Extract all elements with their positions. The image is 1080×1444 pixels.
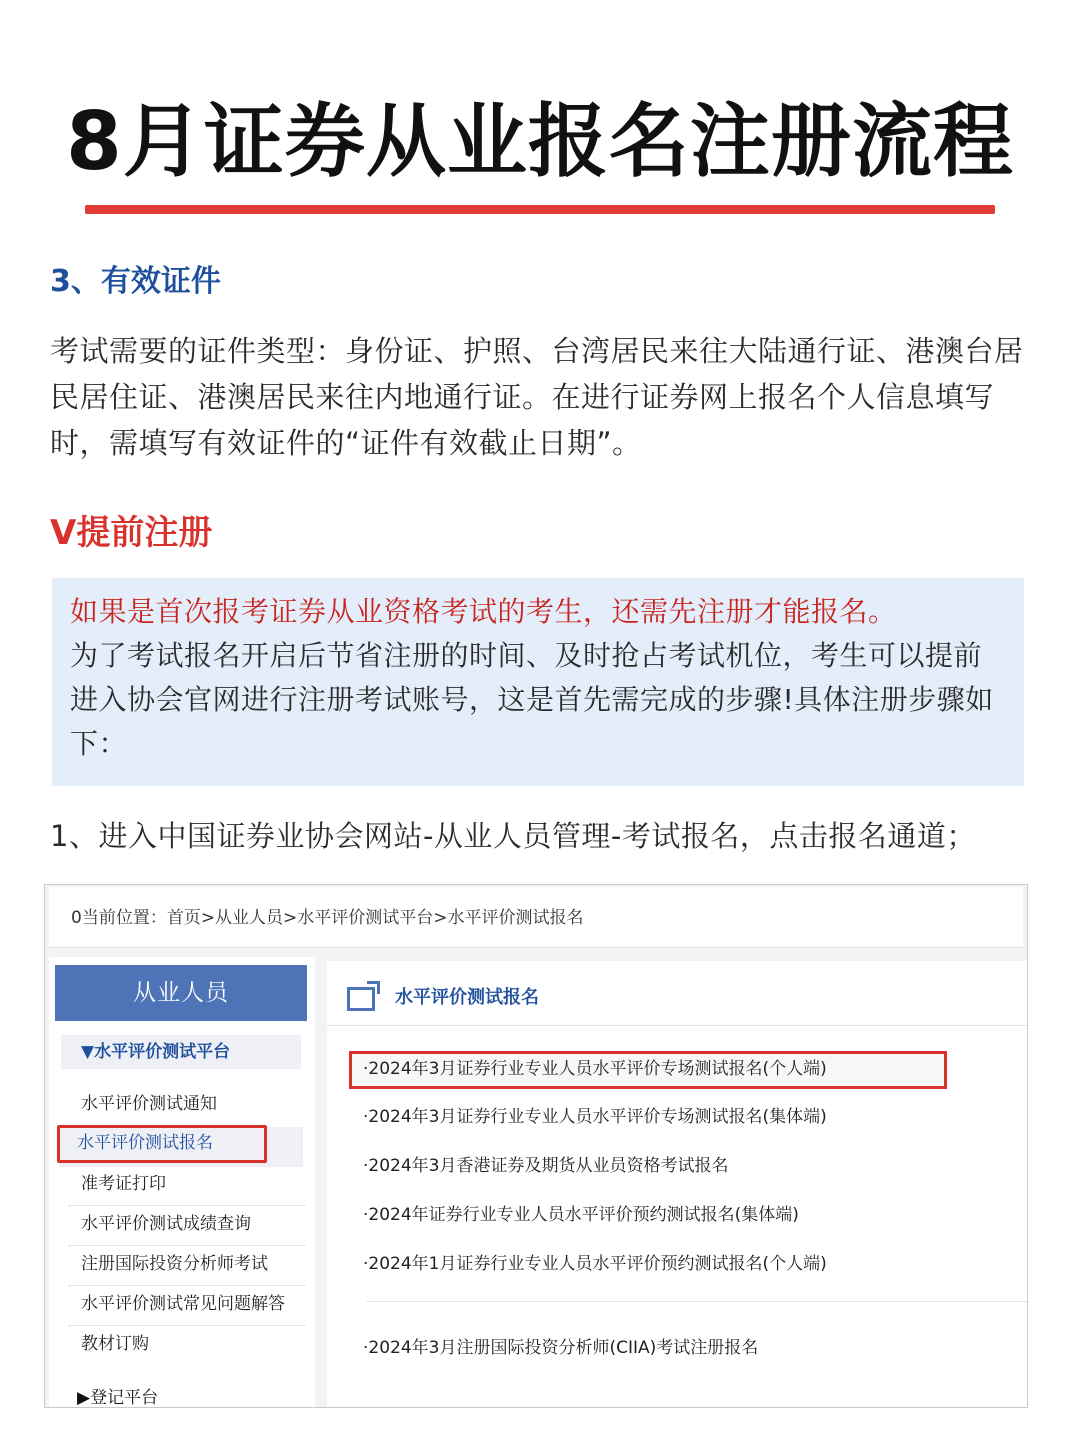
website-screenshot [44,884,1028,1408]
page-title: 8月证券从业报名注册流程 [66,95,1014,188]
sidebar-item-textbook[interactable]: 教材订购 [81,1334,149,1354]
title-underline [85,205,995,214]
box-icon [347,987,375,1011]
info-highlight: 如果是首次报考证券从业资格考试的考生，还需先注册才能报名。 [70,595,897,628]
sidebar-divider [69,1245,305,1246]
sidebar-item-registration[interactable]: 水平评价测试报名 [77,1133,213,1153]
content-divider [367,1301,1027,1302]
exam-link-ciia[interactable]: ·2024年3月注册国际投资分析师(CIIA)考试注册报名 [363,1338,759,1358]
sidebar-header: 从业人员 [55,965,307,1021]
info-box [52,578,1024,786]
sidebar-divider [69,1325,305,1326]
sidebar-item-score-query[interactable]: 水平评价测试成绩查询 [81,1214,251,1234]
exam-link-group[interactable]: ·2024年3月证券行业专业人员水平评价专场测试报名(集体端) [363,1107,827,1127]
sidebar-group-platform[interactable]: ▼水平评价测试平台 [61,1035,301,1069]
info-text: 为了考试报名开启后节省注册的时间、及时抢占考试机位，考生可以提前进入协会官网进行注册考试账号，这是首先需完成的步骤!具体注册步骤如下： [70,639,994,760]
breadcrumb-bar [49,887,1023,948]
sidebar-divider [69,1205,305,1206]
sidebar-item-notice[interactable]: 水平评价测试通知 [81,1094,217,1114]
section-heading: 3、有效证件 [50,264,221,299]
sidebar-item-ciia[interactable]: 注册国际投资分析师考试 [81,1254,268,1274]
breadcrumb[interactable]: 0当前位置：首页>从业人员>水平评价测试平台>水平评价测试报名 [71,908,584,928]
body-paragraph: 考试需要的证件类型：身份证、护照、台湾居民来往大陆通行证、港澳台居民居住证、港澳居民来往内地通行证。在进行证券网上报名个人信息填写时，需填写有效证件的“证件有效截止日期”。 [50,334,1024,460]
sidebar-item-register-platform[interactable]: ▶登记平台 [77,1388,159,1408]
content-panel [327,961,1027,1408]
exam-link-reservation-group[interactable]: ·2024年证券行业专业人员水平评价预约测试报名(集体端) [363,1205,799,1225]
step-one: 1、进入中国证券业协会网站-从业人员管理-考试报名，点击报名通道； [50,819,976,853]
exam-link-individual[interactable]: ·2024年3月证券行业专业人员水平评价专场测试报名(个人端) [363,1059,827,1079]
content-header [327,961,1027,1026]
exam-link-reservation-individual[interactable]: ·2024年1月证券行业专业人员水平评价预约测试报名(个人端) [363,1254,827,1274]
content-title: 水平评价测试报名 [395,987,539,1008]
exam-link-hongkong[interactable]: ·2024年3月香港证券及期货从业员资格考试报名 [363,1156,729,1176]
sidebar-item-faq[interactable]: 水平评价测试常见问题解答 [81,1294,285,1314]
sidebar-divider [69,1285,305,1286]
sidebar-item-admission-ticket[interactable]: 准考证打印 [81,1174,166,1194]
sidebar [49,957,315,1408]
register-heading: V提前注册 [50,513,213,553]
